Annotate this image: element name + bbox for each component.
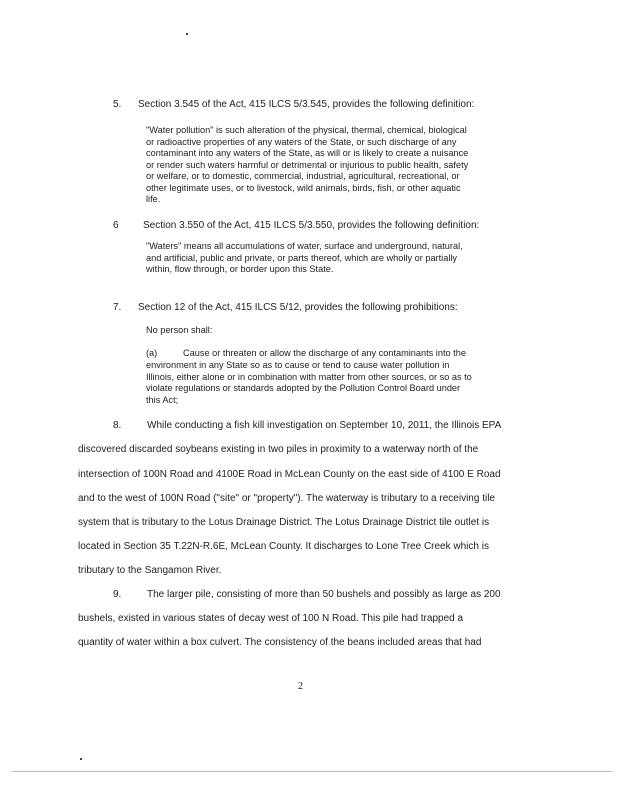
para8-line: While conducting a fish kill investigation on September 10, 2011, the Illinois EPA <box>147 420 502 431</box>
para9-line: quantity of water within a box culvert. The consistency of the beans included areas that had <box>78 637 482 648</box>
para8-line: system that is tributary to the Lotus Drainage District. The Lotus Drainage District tile outlet is <box>78 517 490 528</box>
para5-quote-line: contaminant into any waters of the State, as will or is likely to create a nuisance <box>146 148 469 158</box>
para8-line: discovered discarded soybeans existing in two piles in proximity to a waterway north of the <box>78 444 479 455</box>
para7-item-line: Illinois, either alone or in combination with matter from other sources, or so as to <box>146 372 472 382</box>
para8-number: 8. <box>113 420 122 431</box>
para5-quote-line: other legitimate uses, or to livestock, wild animals, birds, fish, or other aquatic <box>146 183 461 193</box>
para7-item-line: Cause or threaten or allow the discharge of any contaminants into the <box>183 348 466 358</box>
para6-quote-line: within, flow through, or border upon this State. <box>146 264 334 274</box>
para7-item-line: environment in any State so as to cause or tend to cause water pollution in <box>146 360 450 370</box>
para7-intro: Section 12 of the Act, 415 ILCS 5/12, provides the following prohibitions: <box>138 302 458 313</box>
para5-quote-line: or radioactive properties of any waters of the State, or such discharge of any <box>146 137 457 147</box>
scan-speck <box>80 758 82 760</box>
para9-number: 9. <box>113 589 122 600</box>
page-number: 2 <box>298 681 303 692</box>
para7-item-label: (a) <box>146 348 158 358</box>
para5-quote-line: life. <box>146 194 161 204</box>
para7-item-line: this Act; <box>146 395 179 405</box>
para6-quote-line: "Waters" means all accumulations of water, surface and underground, natural, <box>146 241 463 251</box>
para8-line: and to the west of 100N Road ("site" or "property"). The waterway is tributary to a receiving tile <box>78 493 495 504</box>
para5-intro: Section 3.545 of the Act, 415 ILCS 5/3.545, provides the following definition: <box>138 99 475 110</box>
para9-line: The larger pile, consisting of more than 50 bushels and possibly as large as 200 <box>147 589 501 600</box>
para5-number: 5. <box>113 99 122 110</box>
para6-quote-line: and artificial, public and private, or parts thereof, which are wholly or partially <box>146 253 457 263</box>
para9-line: bushels, existed in various states of decay west of 100 N Road. This pile had trapped a <box>78 613 464 624</box>
scan-speck <box>186 33 188 35</box>
para6-number: 6 <box>113 220 119 231</box>
para5-quote-line: or render such waters harmful or detrimental or injurious to public health, safety <box>146 160 469 170</box>
para5-quote-line: "Water pollution" is such alteration of the physical, thermal, chemical, biological <box>146 125 467 135</box>
para8-line: intersection of 100N Road and 4100E Road in McLean County on the east side of 4100 E Road <box>78 469 501 480</box>
para7-item-line: violate regulations or standards adopted by the Pollution Control Board under <box>146 383 461 393</box>
para5-quote-line: or welfare, or to domestic, commercial, industrial, agricultural, recreational, or <box>146 171 460 181</box>
para7-number: 7. <box>113 302 122 313</box>
scan-edge-line <box>12 771 612 772</box>
para8-line: tributary to the Sangamon River. <box>78 565 222 576</box>
para7-no-person: No person shall: <box>146 325 213 335</box>
para6-intro: Section 3.550 of the Act, 415 ILCS 5/3.550, provides the following definition: <box>143 220 480 231</box>
para8-line: located in Section 35 T.22N-R.6E, McLean County. It discharges to Lone Tree Creek which is <box>78 541 489 552</box>
